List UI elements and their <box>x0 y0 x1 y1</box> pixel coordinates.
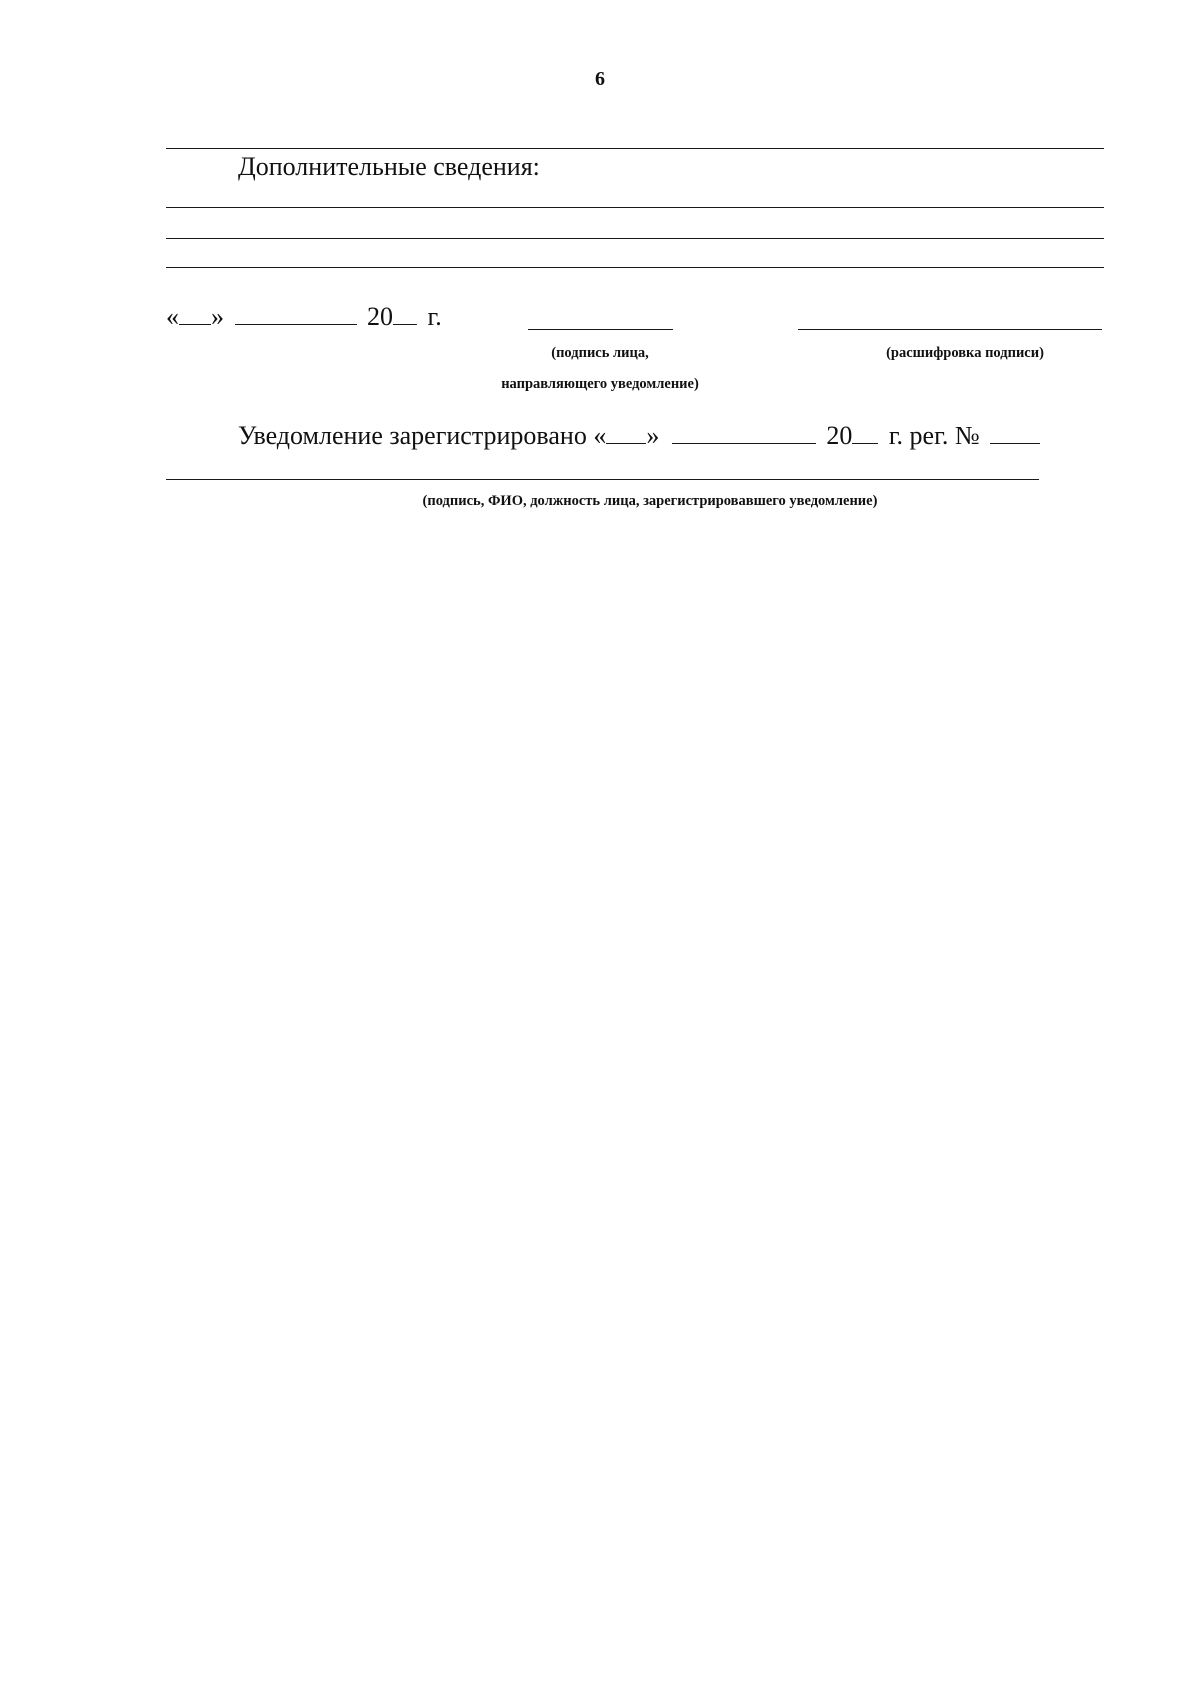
month-blank <box>235 302 357 325</box>
additional-info-line-1 <box>166 207 1104 208</box>
additional-info-line-3 <box>166 267 1104 268</box>
year-suffix: г. <box>427 302 442 331</box>
reg-month-blank <box>672 421 816 444</box>
registrar-caption: (подпись, ФИО, должность лица, зарегистрировавшего уведомление) <box>422 493 878 509</box>
reg-number-blank <box>990 421 1040 444</box>
signature-decoding-line <box>798 329 1102 330</box>
registration-text: Уведомление зарегистрировано « <box>238 421 607 450</box>
additional-info-heading: Дополнительные сведения: <box>238 152 540 181</box>
registration-line <box>238 421 1040 451</box>
registration-number-label: г. рег. № <box>888 421 980 450</box>
year-blank <box>393 302 417 325</box>
signature-line <box>528 329 673 330</box>
additional-info-line-2 <box>166 238 1104 239</box>
registration-year-prefix: 20 <box>826 421 853 450</box>
reg-day-blank <box>606 421 646 444</box>
page-number: 6 <box>595 68 605 90</box>
registration-close-quote: » <box>646 421 660 450</box>
date-field <box>166 302 442 332</box>
top-divider-line <box>166 148 1104 149</box>
registrar-signature-line <box>166 479 1039 480</box>
signature-caption-line1: (подпись лица, <box>551 345 649 361</box>
signature-caption-line2: направляющего уведомление) <box>501 376 699 392</box>
day-blank <box>179 302 211 325</box>
signature-decoding-caption: (расшифровка подписи) <box>886 345 1044 361</box>
year-prefix: 20 <box>367 302 393 331</box>
date-close-quote: » <box>211 302 224 331</box>
reg-year-blank <box>852 421 878 444</box>
date-open-quote: « <box>166 302 179 331</box>
